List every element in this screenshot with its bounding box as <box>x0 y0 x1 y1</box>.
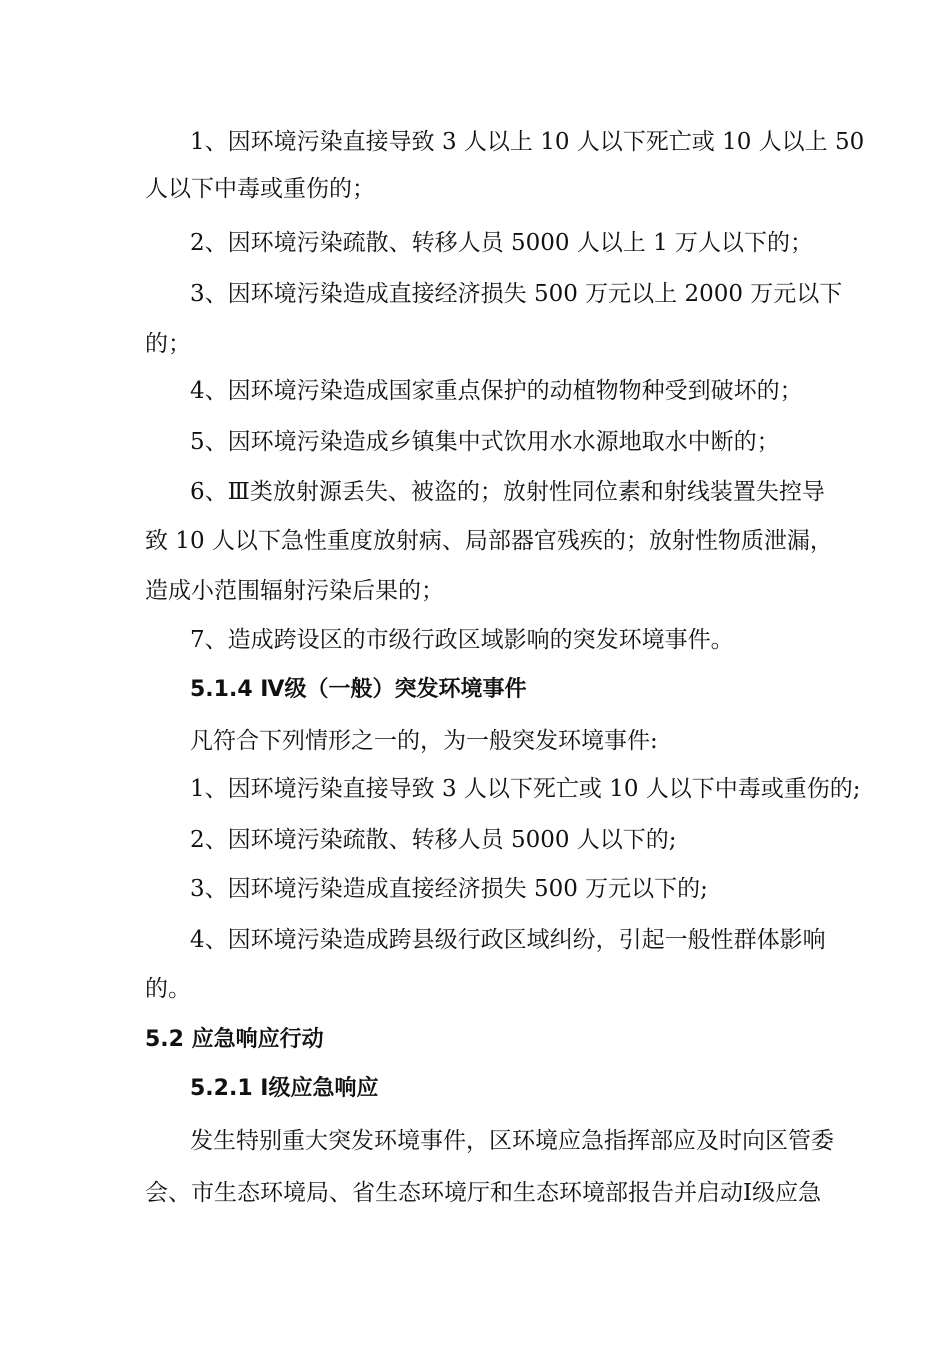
paragraph-line: 2、因环境污染疏散、转移人员 5000 人以上 1 万人以下的； <box>190 230 814 256</box>
paragraph-line: 1、因环境污染直接导致 3 人以下死亡或 10 人以下中毒或重伤的; <box>190 776 861 802</box>
paragraph-line: 凡符合下列情形之一的，为一般突发环境事件: <box>190 728 658 754</box>
paragraph-line: 3、因环境污染造成直接经济损失 500 万元以下的; <box>190 876 708 902</box>
paragraph-line: 会、市生态环境局、省生态环境厅和生态环境部报告并启动Ⅰ级应急 <box>145 1180 822 1206</box>
paragraph-line: 2、因环境污染疏散、转移人员 5000 人以下的; <box>190 827 677 853</box>
paragraph-line: 3、因环境污染造成直接经济损失 500 万元以上 2000 万元以下 <box>190 281 843 307</box>
section-heading: 5.2 应急响应行动 <box>145 1027 324 1052</box>
paragraph-line: 的； <box>145 331 191 357</box>
section-heading: 5.2.1 Ⅰ级应急响应 <box>190 1076 379 1101</box>
paragraph-line: 6、Ⅲ类放射源丢失、被盗的；放射性同位素和射线装置失控导 <box>190 479 825 505</box>
paragraph-line: 的。 <box>145 976 191 1002</box>
paragraph-line: 1、因环境污染直接导致 3 人以上 10 人以下死亡或 10 人以上 50 <box>190 129 865 155</box>
paragraph-line: 致 10 人以下急性重度放射病、局部器官残疾的；放射性物质泄漏， <box>145 528 833 554</box>
paragraph-line: 发生特别重大突发环境事件，区环境应急指挥部应及时向区管委 <box>190 1128 834 1154</box>
paragraph-line: 造成小范围辐射污染后果的； <box>145 578 444 604</box>
paragraph-line: 人以下中毒或重伤的； <box>145 176 375 202</box>
paragraph-line: 4、因环境污染造成国家重点保护的动植物物种受到破坏的； <box>190 378 803 404</box>
paragraph-line: 4、因环境污染造成跨县级行政区域纠纷，引起一般性群体影响 <box>190 927 826 953</box>
paragraph-line: 5、因环境污染造成乡镇集中式饮用水水源地取水中断的； <box>190 429 780 455</box>
paragraph-line: 7、造成跨设区的市级行政区域影响的突发环境事件。 <box>190 627 734 653</box>
section-heading: 5.1.4 Ⅳ级（一般）突发环境事件 <box>190 677 527 702</box>
